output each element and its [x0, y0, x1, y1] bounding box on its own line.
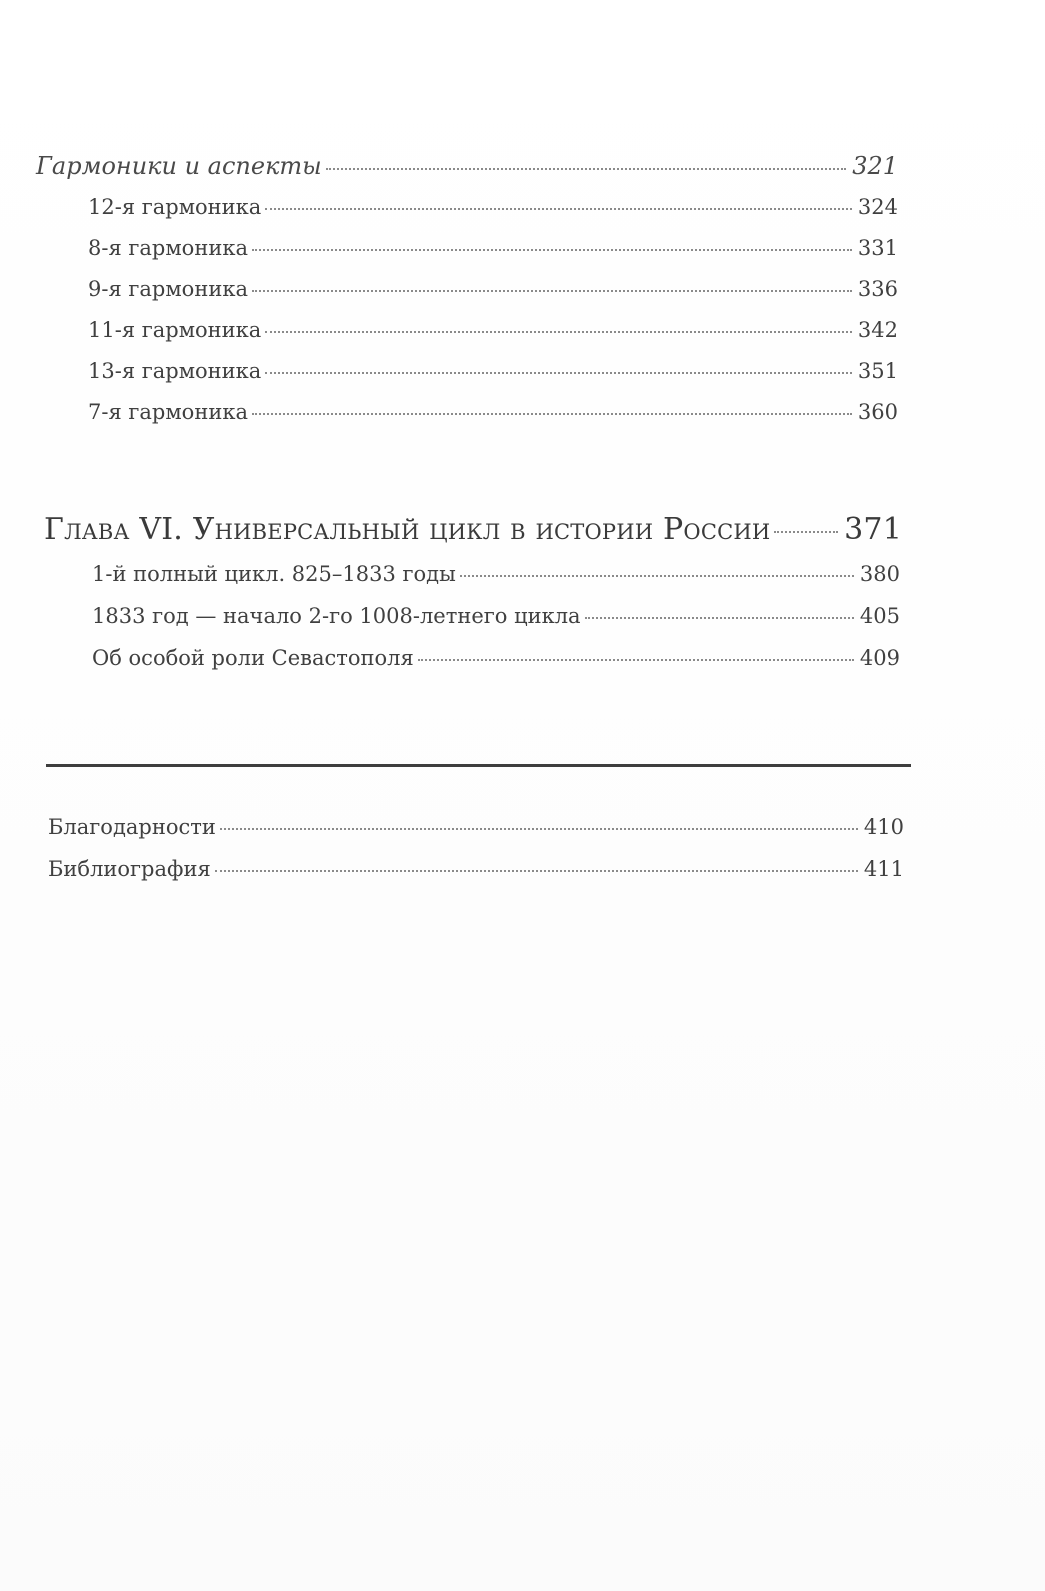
dot-leader [326, 168, 846, 170]
page-number: 324 [857, 195, 898, 219]
entry-label: 1833 год — начало 2-го 1008-летнего цикла [92, 604, 581, 628]
chapter-title: Глава VI. Универсальный цикл в истории России [44, 512, 771, 547]
dot-leader [265, 208, 852, 210]
toc-entry-harmonic-9[interactable] [88, 277, 898, 301]
toc-chapter-6[interactable] [44, 512, 902, 547]
dot-leader [220, 828, 858, 830]
entry-label: Благодарности [48, 815, 216, 839]
page-number: 360 [857, 400, 898, 424]
dot-leader [585, 617, 854, 619]
page-number: 321 [852, 152, 898, 180]
page-number: 410 [863, 815, 904, 839]
toc-entry-acknowledgements[interactable] [48, 815, 904, 839]
entry-label: 12-я гармоника [88, 195, 262, 219]
section-divider [46, 764, 911, 767]
page-number: 371 [844, 512, 902, 547]
dot-leader [252, 249, 852, 251]
entry-label: Библиография [48, 857, 211, 881]
page-number: 380 [859, 562, 900, 586]
toc-entry-bibliography[interactable] [48, 857, 904, 881]
toc-entry-harmonic-11[interactable] [88, 318, 898, 342]
page-number: 336 [857, 277, 898, 301]
entry-label: 11-я гармоника [88, 318, 262, 342]
page-number: 351 [857, 359, 898, 383]
entry-label: Об особой роли Севастополя [92, 646, 414, 670]
dot-leader [265, 331, 852, 333]
dot-leader [252, 290, 852, 292]
dot-leader [265, 372, 852, 374]
page-number: 342 [857, 318, 898, 342]
entry-label: 8-я гармоника [88, 236, 248, 260]
toc-entry-harmonic-13[interactable] [88, 359, 898, 383]
dot-leader [774, 531, 838, 533]
dot-leader [460, 575, 854, 577]
dot-leader [215, 870, 858, 872]
entry-label: 13-я гармоника [88, 359, 262, 383]
toc-entry-first-cycle[interactable] [92, 562, 900, 586]
page-number: 331 [857, 236, 898, 260]
toc-entry-year-1833[interactable] [92, 604, 900, 628]
toc-section-harmonics[interactable] [36, 152, 898, 180]
dot-leader [418, 659, 854, 661]
page-number: 405 [859, 604, 900, 628]
section-title: Гармоники и аспекты [36, 152, 322, 180]
page-number: 411 [863, 857, 904, 881]
toc-entry-sevastopol[interactable] [92, 646, 900, 670]
toc-entry-harmonic-7[interactable] [88, 400, 898, 424]
page-number: 409 [859, 646, 900, 670]
toc-entry-harmonic-12[interactable] [88, 195, 898, 219]
entry-label: 7-я гармоника [88, 400, 248, 424]
entry-label: 1-й полный цикл. 825–1833 годы [92, 562, 456, 586]
entry-label: 9-я гармоника [88, 277, 248, 301]
dot-leader [252, 413, 852, 415]
toc-entry-harmonic-8[interactable] [88, 236, 898, 260]
